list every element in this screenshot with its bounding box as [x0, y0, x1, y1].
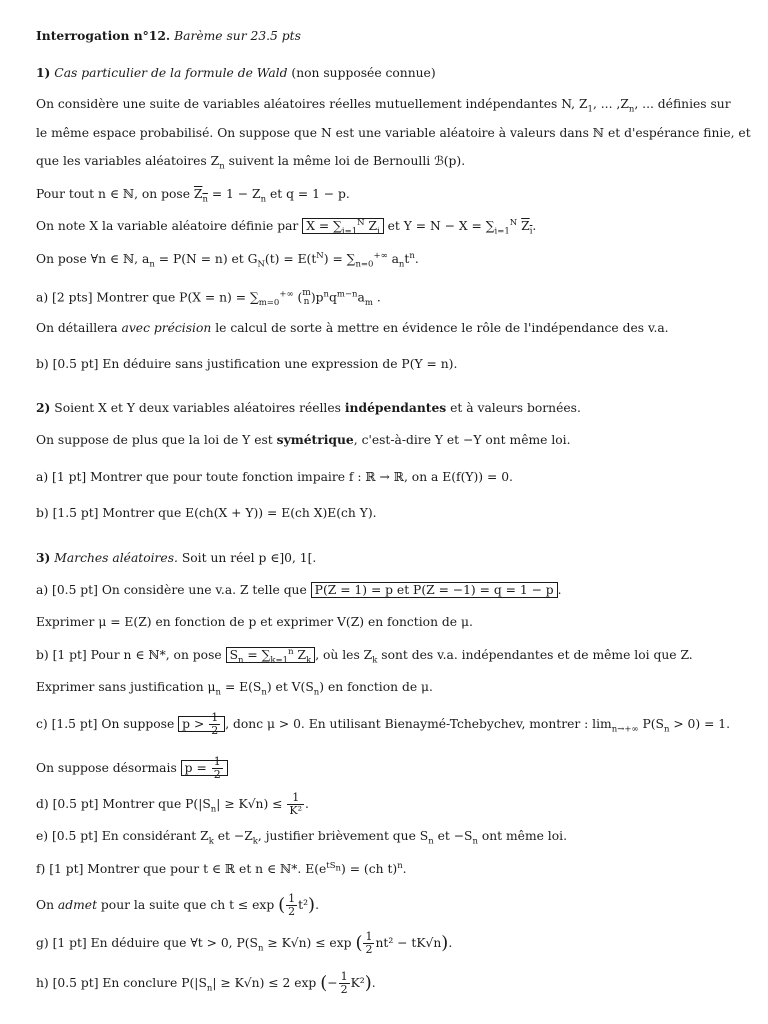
text: 1 [340, 970, 348, 983]
text: On considère une suite de variables aléatoires réelles mutuellement indépendantes N, Z [36, 97, 588, 111]
text: , c'est-à-dire Y et −Y ont même loi. [353, 433, 571, 447]
text: = 1 − Z [207, 187, 261, 201]
text: Exprimer μ = E(Z) en fonction de p et exprimer V(Z) en fonction de μ. [36, 615, 473, 629]
text: . [372, 290, 381, 305]
section-note: (non supposée connue) [291, 66, 436, 80]
text: K² [350, 976, 365, 990]
text: a) [2 pts] [36, 290, 93, 305]
paragraph-line [36, 756, 748, 781]
text: et Y = N − X = ∑ [383, 219, 495, 233]
text: ) et V(S [266, 680, 314, 694]
text: ( [293, 290, 303, 305]
text: . [414, 252, 419, 266]
text: . [402, 862, 407, 876]
section-2-title [36, 400, 748, 416]
paragraph-line: que les variables aléatoires $Z_n$ suivent la même loi de Bernoulli ℬ(p). [36, 154, 466, 172]
text: et à valeurs bornées. [446, 401, 581, 415]
section-1-title [36, 65, 748, 81]
text: 1 [287, 792, 304, 805]
text: ) = ∑ [323, 252, 356, 266]
section-number: 1) [36, 65, 51, 80]
fraction [287, 792, 304, 817]
text: 1 [365, 930, 373, 943]
text: $\overline{Z}$ [521, 219, 530, 233]
text: , où les Z [315, 648, 373, 662]
fraction [286, 893, 297, 918]
question-1a: a) [2 pts] Montrer que $P(X = n) = \sum_{m=0}^{+\infty}$ ( m n )$p^nq^{m-n}a_m$ . [36, 288, 381, 308]
question-3g: g) [1 pt] En déduire que ∀t > 0, $P(S_n \ge K√n) \le \exp$ ( $\frac{1}{2}$ nt² − tK√n). [36, 930, 453, 956]
text: . [532, 219, 537, 233]
text: − [327, 976, 338, 990]
question-2a [36, 469, 748, 485]
fraction [212, 756, 223, 781]
text: K² [289, 804, 303, 817]
text: ) = (ch t) [341, 862, 398, 876]
text: indépendantes [344, 400, 447, 415]
text: , donc μ > 0. En utilisant Bienaymé-Tchebychev, montrer : lim [225, 717, 612, 731]
text: | ≥ K√n) ≤ [216, 797, 283, 811]
text: On suppose de plus que la loi de Y est [36, 433, 277, 447]
text: $\overline{Z}$ [193, 187, 203, 201]
paragraph-line: On considère une suite de variables aléatoires réelles mutuellement indépendantes N, $Z_1$, ... $,Z_n$, ... définies sur [36, 97, 731, 115]
text: e) [0.5 pt] En considérant Z [36, 829, 209, 843]
text: symétrique [276, 432, 354, 447]
text: t² [298, 898, 309, 912]
text: . [557, 583, 562, 597]
text: X = ∑ [306, 219, 342, 233]
text: et −S [433, 829, 473, 843]
text: 2 [365, 943, 373, 956]
paragraph-line: Exprimer sans justification $\mu_n = E(S_n)$ et $V(S_n)$ en fonction de μ. [36, 680, 433, 698]
text: , ... définies sur [634, 97, 731, 111]
text: . [448, 936, 453, 950]
text: d) [0.5 pt] Montrer que P(|S [36, 797, 211, 811]
text: 1 [211, 711, 219, 724]
binomial: m n [302, 288, 311, 307]
text: S [229, 648, 239, 662]
text: b) [0.5 pt] En déduire sans justification une expression de P(Y = n). [36, 357, 458, 371]
paragraph-line [36, 432, 748, 448]
text: t [404, 252, 410, 266]
question-3c: c) [1.5 pt] On suppose p > $\frac{1}{2}$ , donc μ > 0. En utilisant Bienaymé-Tchebychev, montrer : $\lim_{n\to+\infty} P(S_n > 0) = 1$. [36, 711, 731, 737]
text: 2 [288, 905, 296, 918]
text: f) [1 pt] Montrer que pour t ∈ ℝ et n ∈ ℕ*. E(e [36, 862, 327, 876]
paragraph-line [36, 125, 751, 141]
text: b) [1 pt] Pour n ∈ ℕ*, on pose [36, 648, 226, 662]
fraction [209, 712, 220, 737]
paragraph-line: On pose ∀n ∈ ℕ, $a_n = P(N = n)$ et $G_N(t) = E(t^N) = \sum_{n=0}^{+\infty}$ $a_nt^n$. [36, 250, 419, 270]
text: , justifier brièvement que S [257, 829, 429, 843]
text: (t) = E(t [264, 252, 317, 266]
text: On note X la variable aléatoire définie par [36, 219, 303, 233]
paragraph-line [36, 614, 748, 630]
fraction [339, 971, 350, 996]
paragraph-line [36, 320, 748, 336]
text: = ∑ [243, 648, 271, 662]
text: p = [184, 761, 207, 775]
fraction [363, 931, 374, 956]
text: ≥ K√n) ≤ exp [263, 936, 352, 950]
text: 1 [213, 755, 221, 768]
question-1b [36, 356, 748, 372]
exam-title: Interrogation n°12. [36, 28, 171, 43]
question-3e: e) [0.5 pt] En considérant $Z_k$ et $-Z_k$, justifier brièvement que $S_n$ et $-S_n$ ont même loi. [36, 829, 567, 847]
paragraph-line: Pour tout n ∈ ℕ, on pose $\overline{Z}_{\overline{n}} = 1 - Z_n$ et q = 1 − p. [36, 187, 350, 205]
text: Soit un réel p ∈]0, 1[. [177, 551, 317, 565]
text: b) [1.5 pt] Montrer que E(ch(X + Y)) = E(ch X)E(ch Y). [36, 506, 377, 520]
text: admet [57, 898, 98, 912]
text: Pour tout n ∈ ℕ, on pose [36, 187, 194, 201]
paragraph-line: On note X la variable aléatoire définie par $X = \sum_{i=1}^N$ $Z_i$ et $Y = N - X = \sum_{i=1}^N$ $\overline{Z}_{\overline{i}}$. [36, 217, 537, 237]
text: Montrer que P(X = n) = ∑ [92, 290, 259, 305]
section-number: 2) [36, 400, 51, 415]
text: . [371, 976, 376, 990]
text: q [328, 290, 337, 305]
text: avec précision [121, 321, 212, 335]
text: a) [1 pt] Montrer que pour toute fonction impaire f : ℝ → ℝ, on a E(f(Y)) = 0. [36, 470, 513, 484]
paragraph-line: On admet pour la suite que ch t ≤ exp ( $\frac{1}{2}$ t²). [36, 892, 319, 918]
text: c) [1.5 pt] On suppose [36, 717, 179, 731]
text: nt² − tK√n [375, 936, 442, 950]
text: le calcul de sorte à mettre en évidence le rôle de l'indépendance des v.a. [211, 321, 669, 335]
text: et q = 1 − p. [266, 187, 350, 201]
section-title: Cas particulier de la formule de Wald [54, 66, 288, 80]
boxed-formula: $S_n = \sum_{k=1}^n$ $Z_k$ [226, 647, 316, 663]
section-title: Marches aléatoires. [54, 551, 178, 565]
boxed-formula: $X = \sum_{i=1}^N$ $Z_i$ [302, 218, 384, 234]
text: le même espace probabilisé. On suppose que N est une variable aléatoire à valeurs dans ℕ et d'espérance finie, et [36, 126, 751, 140]
text: Z [364, 219, 377, 233]
text: a [357, 290, 365, 305]
text: a [387, 252, 399, 266]
boxed-formula: P(Z = 1) = p et P(Z = −1) = q = 1 − p [311, 582, 558, 598]
question-3a [36, 582, 748, 598]
question-3d: d) [0.5 pt] Montrer que $P(|S_n| \ge K√n)$ ≤ $\frac{1}{\text{K²}}$ . [36, 791, 309, 817]
text: sont des v.a. indépendantes et de même loi que Z. [377, 648, 693, 662]
text: . [315, 898, 319, 912]
text: On [36, 898, 58, 912]
question-3h: h) [0.5 pt] En conclure $P(|S_n| \ge K√n) \le 2$ exp (− $\frac{1}{2}$ K²). [36, 970, 376, 996]
text: On détaillera [36, 321, 122, 335]
text: 1 [288, 892, 296, 905]
boxed-formula [178, 711, 225, 737]
text: , ... ,Z [592, 97, 629, 111]
header-line [36, 28, 748, 44]
text: . [305, 797, 309, 811]
text: 2 [340, 983, 348, 996]
text: et −Z [213, 829, 253, 843]
text: suivent la même loi de Bernoulli ℬ(p). [224, 154, 466, 168]
text: = P(N = n) et G [154, 252, 258, 266]
text: que les variables aléatoires Z [36, 154, 220, 168]
text: On suppose désormais [36, 761, 181, 775]
text: Soient X et Y deux variables aléatoires réelles [50, 401, 345, 415]
text: On pose ∀n ∈ ℕ, a [36, 252, 150, 266]
section-number: 3) [36, 550, 51, 565]
text: p > [182, 717, 205, 731]
question-3f: f) [1 pt] Montrer que pour t ∈ ℝ et n ∈ ℕ*. $E(e^{tS_n}) = (ch$ t)$^n$. [36, 860, 407, 876]
question-2b [36, 505, 748, 521]
text: a) [0.5 pt] On considère une v.a. Z telle que [36, 583, 311, 597]
text: 2 [211, 724, 219, 737]
text: > 0) = 1. [669, 717, 731, 731]
text: g) [1 pt] En déduire que ∀t > 0, P(S [36, 936, 258, 950]
text: P(S [638, 717, 664, 731]
text: = E(S [221, 680, 262, 694]
text: ont même loi. [477, 829, 567, 843]
text: pour la suite que ch t ≤ exp [97, 898, 275, 912]
text: h) [0.5 pt] En conclure P(|S [36, 976, 207, 990]
text: )p [310, 290, 324, 305]
question-3b: b) [1 pt] Pour n ∈ ℕ*, on pose $S_n = \sum_{k=1}^n$ $Z_k$ , où les $Z_k$ sont des v.a. indépendantes et de même loi que Z. [36, 646, 693, 666]
text: Z [293, 648, 307, 662]
text: Exprimer sans justification μ [36, 680, 216, 694]
text: | ≥ K√n) ≤ 2 exp [212, 976, 317, 990]
exam-bareme: Barème sur 23.5 pts [174, 29, 301, 43]
section-3-title [36, 550, 748, 566]
text: 2 [213, 768, 221, 781]
boxed-formula [181, 755, 228, 781]
text: ) en fonction de μ. [319, 680, 433, 694]
